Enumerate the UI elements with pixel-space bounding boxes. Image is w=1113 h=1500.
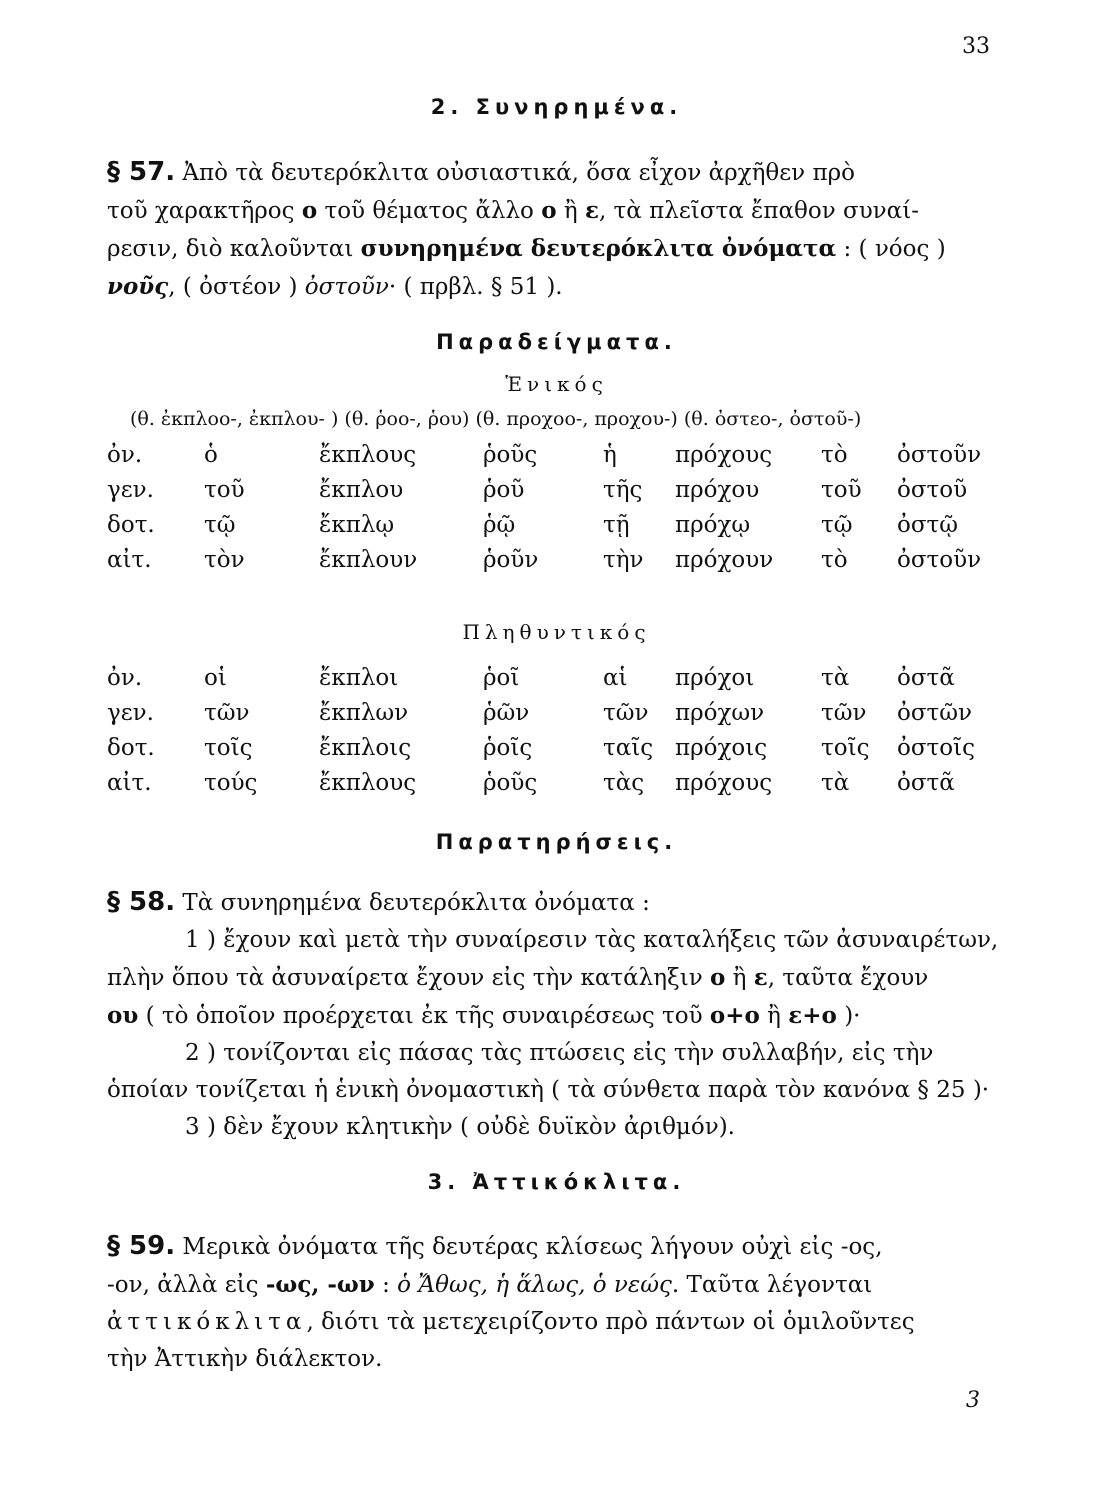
declension-cell: πρόχοις [675, 734, 768, 761]
section-mark-59: § 59. [107, 1231, 176, 1261]
declension-row [107, 472, 1007, 507]
declension-cell: πρόχου [675, 476, 760, 503]
p58-bold-o: ο [710, 964, 726, 991]
singular-table [107, 437, 1007, 577]
paragraph-57 [107, 154, 1007, 306]
declension-cell: αἱ [603, 664, 628, 691]
declension-cell: ῥῶν [483, 699, 530, 726]
p58-line-1 [107, 884, 1007, 922]
declension-row [107, 730, 1007, 765]
declension-cell: ἔκπλους [319, 441, 417, 468]
declension-row [107, 542, 1007, 577]
declension-cell: ῥοῖ [483, 664, 520, 691]
paragraph-59 [107, 1228, 1007, 1378]
declension-cell: πρόχουν [675, 546, 774, 573]
declension-row [107, 695, 1007, 730]
p58-text-4d: ἢ [759, 1003, 789, 1029]
declension-cell: τῶν [821, 699, 867, 726]
declension-cell: πρόχῳ [675, 511, 751, 538]
declension-cell: αἰτ. [107, 769, 152, 796]
p57-italic-ostoun: ὀστοῦν [304, 274, 389, 300]
declension-cell: ὀν. [107, 664, 143, 691]
declension-cell: τοῦ [204, 476, 245, 503]
p59-line-4: τὴν Ἀττικὴν διάλεκτον. [107, 1346, 383, 1372]
p58-text-1: Τὰ συνηρημένα δευτερόκλιτα ὀνόματα : [175, 890, 650, 916]
p58-bold-oo: ο+ο [709, 1002, 760, 1029]
page-number-bottom: 3 [966, 1388, 980, 1413]
p58-line-5: 2 ) τονίζονται εἰς πάσας τὰς πτώσεις εἰς τὴν συλλαβήν, εἰς τὴν [185, 1040, 934, 1066]
declension-cell: αἰτ. [107, 546, 152, 573]
p58-bold-ou: ου [107, 1002, 139, 1029]
p57-line-2 [107, 192, 1007, 230]
section-heading-contracted: 2. Συνηρημένα. [430, 95, 683, 119]
plural-table [107, 660, 1007, 800]
p57-bold-o1: ο [301, 197, 318, 224]
declension-cell: τοῦ [821, 476, 862, 503]
p58-line-7: 3 ) δὲν ἔχουν κλητικὴν ( οὐδὲ δυϊκὸν ἀριθμόν). [185, 1114, 735, 1140]
p57-bold-term: συνηρημένα δευτερόκλιτα ὀνόματα [360, 235, 837, 262]
p59-italic-examples: ὁ Ἄθως, ἡ ἅλως, ὁ νεώς [397, 1272, 672, 1298]
declension-cell: ταῖς [603, 734, 654, 761]
declension-cell: τῶν [603, 699, 649, 726]
declension-cell: ἔκπλῳ [319, 511, 395, 538]
examples-heading: Παραδείγματα. [436, 330, 677, 354]
declension-cell: ὀστοῦ [897, 476, 968, 503]
declension-cell: δοτ. [107, 511, 155, 538]
p58-bold-e: ε [753, 964, 768, 991]
declension-cell: γεν. [107, 699, 154, 726]
p57-text-4b: , ( ὀστέον ) [168, 274, 305, 300]
declension-cell: τὸν [204, 546, 245, 573]
declension-cell: πρόχων [675, 699, 765, 726]
p59-line-2 [107, 1266, 1007, 1304]
declension-cell: πρόχοι [675, 664, 755, 691]
p57-text-2e: ἢ [556, 198, 585, 224]
declension-cell: ἔκπλουν [319, 546, 418, 573]
p59-line-1 [107, 1228, 1007, 1266]
declension-cell: τῇ [603, 511, 630, 538]
declension-cell: ὀστοῖς [897, 734, 976, 761]
declension-cell: τοῖς [204, 734, 253, 761]
p59-spaced-term: ἀττικόκλιτα [107, 1309, 307, 1335]
p59-text-2a: -ον, ἀλλὰ εἰς [107, 1272, 266, 1298]
declension-cell: τοῖς [821, 734, 870, 761]
declension-cell: ῥοῖς [483, 734, 533, 761]
declension-cell: ὀστοῦν [897, 441, 982, 468]
declension-cell: ῥῷ [483, 511, 516, 538]
declension-cell: τῶν [204, 699, 250, 726]
declension-row [107, 765, 1007, 800]
declension-cell: ἔκπλοις [319, 734, 412, 761]
p59-text-1: Μερικὰ ὀνόματα τῆς δευτέρας κλίσεως λήγουν οὐχὶ εἰς -ος, [175, 1234, 883, 1260]
declension-cell: ῥοῦς [483, 769, 538, 796]
p58-text-3a: πλὴν ὅπου τὰ ἀσυναίρετα ἔχουν εἰς τὴν κατάληξιν [107, 965, 711, 991]
declension-row [107, 437, 1007, 472]
p57-bold-nous: νοῦς [107, 273, 169, 300]
declension-cell: τῆς [603, 476, 643, 503]
declension-cell: ἡ [603, 441, 617, 468]
p58-line-6: ὁποίαν τονίζεται ἡ ἑνικὴ ὀνομαστικὴ ( τὰ σύνθετα παρὰ τὸν κανόνα § 25 )· [107, 1077, 990, 1103]
paragraph-58 [107, 884, 1007, 1146]
p58-text-4b: ( τὸ ὁποῖον προέρχεται ἐκ τῆς συναιρέσεως τοῦ [138, 1003, 710, 1029]
declension-cell: ἔκπλου [319, 476, 404, 503]
p57-bold-e: ε [584, 197, 599, 224]
p58-line-4 [107, 997, 1007, 1035]
p59-text-3b: , διότι τὰ μετεχειρίζοντο πρὸ πάντων οἱ ὁμιλοῦντες [306, 1309, 915, 1335]
declension-cell: τὸ [821, 546, 848, 573]
declension-cell: ὀν. [107, 441, 143, 468]
declension-row [107, 507, 1007, 542]
singular-label: Ἑνικός [505, 372, 608, 396]
stem-list: (θ. ἐκπλοο-, ἐκπλου- ) (θ. ῥοο-, ῥου) (θ. προχοο-, προχου-) (θ. ὀστεο-, ὀστοῦ-) [130, 408, 862, 430]
declension-cell: ῥοῦ [483, 476, 525, 503]
p57-text-2g: , τὰ πλεῖστα ἔπαθον συναί- [598, 198, 919, 224]
p59-text-2c: : [374, 1272, 398, 1298]
p57-line-4 [107, 268, 1007, 306]
page-number-top: 33 [962, 34, 990, 59]
p57-bold-o2: ο [541, 197, 557, 224]
p57-text-2a: τοῦ χαρακτῆρος [107, 198, 302, 224]
declension-cell: γεν. [107, 476, 154, 503]
declension-row [107, 660, 1007, 695]
declension-cell: τὰ [821, 664, 850, 691]
p58-line-2: 1 ) ἔχουν καὶ μετὰ τὴν συναίρεσιν τὰς καταλήξεις τῶν ἀσυναιρέτων, [185, 927, 999, 953]
declension-cell: ἔκπλους [319, 769, 417, 796]
p57-line-3 [107, 230, 1007, 268]
observations-heading: Παρατηρήσεις. [435, 830, 678, 854]
declension-cell: δοτ. [107, 734, 155, 761]
declension-cell: πρόχους [675, 441, 773, 468]
p57-text-1: Ἀπὸ τὰ δευτερόκλιτα οὐσιαστικά, ὅσα εἶχον ἀρχῆθεν πρὸ [175, 160, 855, 186]
p57-text-2c: τοῦ θέματος ἄλλο [317, 198, 542, 224]
declension-cell: ἔκπλοι [319, 664, 399, 691]
declension-cell: ὀστῷ [897, 511, 959, 538]
section-heading-attic: 3. Ἀττικόκλιτα. [427, 1170, 686, 1194]
declension-cell: τῷ [204, 511, 236, 538]
declension-cell: τὸ [821, 441, 848, 468]
p58-text-4f: )· [836, 1003, 861, 1029]
declension-cell: τὰ [821, 769, 850, 796]
declension-cell: ὀστᾶ [897, 769, 955, 796]
section-mark-57: § 57. [107, 157, 176, 187]
p59-text-2e: . Ταῦτα λέγονται [671, 1272, 873, 1298]
section-mark-58: § 58. [107, 887, 176, 917]
declension-cell: ὀστᾶ [897, 664, 955, 691]
p57-text-3a: ρεσιν, διὸ καλοῦνται [107, 236, 361, 262]
plural-label: Πληθυντικός [462, 620, 651, 644]
p57-text-3c: : ( νόος ) [836, 236, 946, 262]
declension-cell: τὴν [603, 546, 644, 573]
p58-text-3e: , ταῦτα ἔχουν [767, 965, 929, 991]
declension-cell: ῥοῦν [483, 546, 539, 573]
p58-bold-eo: ε+ο [788, 1002, 837, 1029]
declension-cell: ὀστοῦν [897, 546, 982, 573]
declension-cell: ὀστῶν [897, 699, 973, 726]
declension-cell: ῥοῦς [483, 441, 538, 468]
p58-text-3c: ἢ [725, 965, 754, 991]
declension-cell: τούς [204, 769, 258, 796]
declension-cell: ἔκπλων [319, 699, 409, 726]
declension-cell: οἱ [204, 664, 227, 691]
p57-text-4d: · ( πρβλ. § 51 ). [388, 274, 563, 300]
p57-line-1 [107, 154, 1007, 192]
p58-line-3 [107, 959, 1007, 997]
p59-line-3 [107, 1304, 1007, 1341]
declension-cell: τὰς [603, 769, 645, 796]
declension-cell: πρόχους [675, 769, 773, 796]
p59-bold-endings: -ως, -ων [265, 1271, 375, 1298]
declension-cell: τῷ [821, 511, 853, 538]
declension-cell: ὁ [204, 441, 218, 468]
